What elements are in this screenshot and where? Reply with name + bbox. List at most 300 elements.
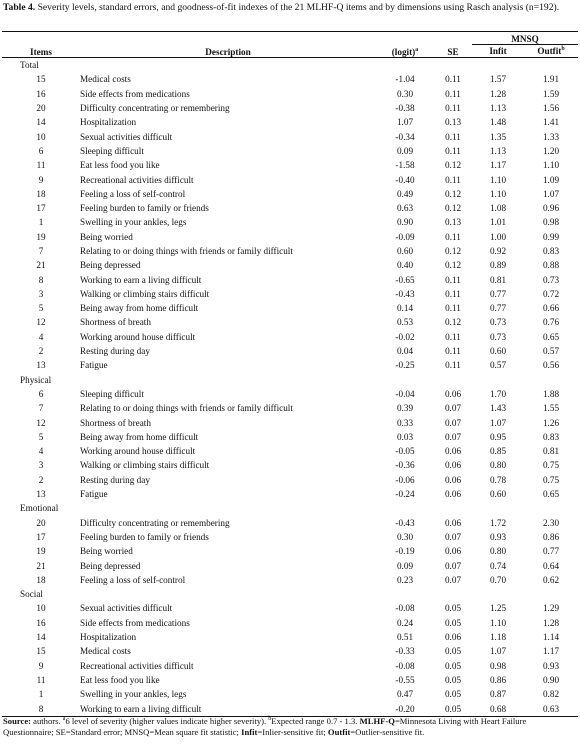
table-row <box>2 658 578 672</box>
mlhf-label: MLHF-Q <box>359 716 395 726</box>
infit-value: 1.70 <box>489 388 507 399</box>
item-description: Being worried <box>80 546 133 557</box>
se-value: 0.11 <box>445 88 461 99</box>
logit-value: 0.14 <box>396 303 414 314</box>
outfit-label: Outfit <box>327 727 351 737</box>
se-value: 0.07 <box>444 431 462 442</box>
outfit-value: 0.96 <box>542 203 560 214</box>
table-row <box>2 644 578 658</box>
logit-value: 0.60 <box>396 246 414 256</box>
table-row <box>2 673 578 687</box>
outfit-value: 0.98 <box>542 217 560 228</box>
outfit-value: 0.65 <box>542 489 560 500</box>
infit-value: 0.89 <box>489 260 507 271</box>
infit-value: 1.17 <box>489 160 507 171</box>
outfit-value: 1.14 <box>542 632 560 643</box>
infit-value: 0.77 <box>489 303 507 314</box>
item-description: Side effects from medications <box>80 88 190 99</box>
table-row <box>2 230 578 244</box>
item-number: 7 <box>38 246 44 256</box>
infit-value: 1.48 <box>489 117 507 128</box>
outfit-value: 1.17 <box>542 646 560 657</box>
item-number: 16 <box>36 88 46 99</box>
item-description: Being away from home difficult <box>80 303 199 314</box>
item-description: Feeling a loss of self-control <box>80 188 186 199</box>
item-description: Being depressed <box>80 560 141 571</box>
item-description: Medical costs <box>80 646 131 657</box>
table-caption <box>3 2 577 13</box>
logit-value: -0.05 <box>395 446 415 457</box>
item-description: Recreational activities difficult <box>80 174 194 185</box>
se-value: 0.11 <box>445 303 461 314</box>
table-row <box>2 315 578 329</box>
outfit-value: 0.64 <box>542 560 560 571</box>
header-infit: Infit <box>472 45 524 58</box>
infit-value: 0.87 <box>489 689 507 700</box>
item-description: Sleeping difficult <box>80 145 144 156</box>
caption-text: Severity levels, standard errors, and goodness-of-fit indexes of the 21 MLHF-Q items and by dimensions using Rasch analysis (n=192). <box>37 2 560 13</box>
logit-value: 0.09 <box>396 560 414 571</box>
outfit-value: 0.73 <box>542 274 560 285</box>
se-value: 0.06 <box>444 446 462 457</box>
logit-value: 0.30 <box>396 88 414 99</box>
outfit-value: 0.83 <box>542 431 560 442</box>
item-number: 9 <box>38 660 44 671</box>
outfit-value: 0.86 <box>542 531 560 542</box>
item-description: Medical costs <box>80 74 131 85</box>
header-mnsq: MNSQ <box>511 34 539 44</box>
table-body <box>2 58 578 716</box>
item-number: 14 <box>36 632 46 643</box>
se-value: 0.12 <box>444 188 462 199</box>
logit-value: 1.07 <box>396 117 414 128</box>
infit-value: 1.13 <box>489 103 507 114</box>
item-number: 6 <box>38 145 44 156</box>
table-row <box>2 701 578 716</box>
infit-label: Infit <box>241 727 258 737</box>
table-row <box>2 129 578 143</box>
table-row <box>2 158 578 172</box>
logit-value: -0.24 <box>395 489 415 500</box>
logit-value: -0.09 <box>395 231 415 242</box>
se-value: 0.12 <box>444 317 462 328</box>
infit-value: 1.07 <box>489 646 507 657</box>
infit-value: 0.80 <box>489 546 507 557</box>
outfit-value: 0.81 <box>542 446 560 457</box>
se-value: 0.11 <box>445 131 461 142</box>
table-row <box>2 244 578 258</box>
item-number: 1 <box>38 217 44 228</box>
item-number: 11 <box>36 160 46 171</box>
outfit-value: 0.77 <box>542 546 560 557</box>
item-description: Feeling a loss of self-control <box>80 574 186 585</box>
outfit-value: 0.83 <box>542 246 560 256</box>
item-number: 4 <box>38 446 44 457</box>
outfit-value: 0.88 <box>542 260 560 271</box>
table-row <box>2 573 578 587</box>
item-number: 18 <box>36 574 46 585</box>
item-number: 10 <box>36 131 46 142</box>
note-b: Expected range 0.7 - 1.3. <box>271 716 358 726</box>
infit-value: 1.00 <box>489 231 507 242</box>
table-row <box>2 358 578 372</box>
outfit-value: 0.65 <box>542 331 560 342</box>
logit-value: -0.19 <box>395 546 415 557</box>
table-row <box>2 616 578 630</box>
table-row <box>2 473 578 487</box>
item-number: 18 <box>36 188 46 199</box>
logit-value: 0.49 <box>396 188 414 199</box>
se-value: 0.05 <box>444 603 462 614</box>
infit-value: 1.43 <box>489 403 507 414</box>
se-value: 0.05 <box>444 646 462 657</box>
item-number: 13 <box>36 360 46 371</box>
infit-value: 0.60 <box>489 489 507 500</box>
se-value: 0.05 <box>444 617 462 628</box>
se-value: 0.11 <box>445 360 461 371</box>
outfit-value: 1.88 <box>542 388 560 399</box>
item-description: Recreational activities difficult <box>80 660 194 671</box>
item-number: 4 <box>38 331 44 342</box>
logit-value: -0.40 <box>395 174 415 185</box>
outfit-value: 1.59 <box>542 88 560 99</box>
note-a-mark: a <box>62 716 66 722</box>
logit-value: -0.55 <box>395 674 415 685</box>
infit-value: 0.60 <box>489 346 507 357</box>
outfit-value: 1.33 <box>542 131 560 142</box>
table-row <box>2 201 578 215</box>
outfit-value: 2.30 <box>542 517 560 528</box>
infit-value: 1.10 <box>489 174 507 185</box>
item-number: 14 <box>36 117 46 128</box>
outfit-value: 0.72 <box>542 288 560 299</box>
table-row <box>2 401 578 415</box>
table-row <box>2 101 578 115</box>
se-value: 0.11 <box>445 346 461 357</box>
se-value: 0.13 <box>444 217 462 228</box>
item-number: 21 <box>36 260 46 271</box>
logit-value: 0.03 <box>396 431 414 442</box>
logit-value: -0.43 <box>395 517 415 528</box>
source-text: authors. <box>31 716 61 726</box>
logit-value: 0.09 <box>396 145 414 156</box>
se-value: 0.11 <box>445 74 461 85</box>
item-description: Feeling burden to family or friends <box>80 531 209 542</box>
se-value: 0.11 <box>445 288 461 299</box>
infit-value: 0.73 <box>489 317 507 328</box>
group-row <box>2 587 578 601</box>
outfit-value: 0.62 <box>542 574 560 585</box>
group-row <box>2 501 578 515</box>
table-row <box>2 144 578 158</box>
item-number: 17 <box>36 203 46 214</box>
se-value: 0.07 <box>444 417 462 428</box>
se-value: 0.06 <box>444 632 462 643</box>
se-value: 0.05 <box>444 703 462 714</box>
logit-value: -0.04 <box>395 388 415 399</box>
group-label: Physical <box>20 374 52 385</box>
infit-value: 1.07 <box>489 417 507 428</box>
outfit-value: 1.91 <box>542 74 560 85</box>
outfit-value: 1.56 <box>542 103 560 114</box>
item-number: 1 <box>38 689 44 700</box>
outfit-value: 0.66 <box>542 303 560 314</box>
group-row <box>2 373 578 387</box>
infit-value: 0.74 <box>489 560 507 571</box>
table-label: Table 4. <box>3 2 36 13</box>
infit-value: 0.78 <box>489 474 507 485</box>
item-number: 21 <box>36 560 46 571</box>
table-row <box>2 301 578 315</box>
logit-value: 0.30 <box>396 531 414 542</box>
item-description: Fatigue <box>80 360 108 371</box>
table-row <box>2 344 578 358</box>
item-description: Relating to or doing things with friends or family difficult <box>80 246 293 256</box>
item-number: 11 <box>36 674 46 685</box>
item-description: Being worried <box>80 231 133 242</box>
infit-value: 0.92 <box>489 246 507 256</box>
item-description: Sexual activities difficult <box>80 131 173 142</box>
item-description: Working to earn a living difficult <box>80 274 202 285</box>
infit-value: 0.68 <box>489 703 507 714</box>
mlhf-text: =Minnesota Living with Heart Failure Questionnaire; SE=Standard error; MNSQ=Mean square fit statistic; <box>3 716 527 737</box>
table-row <box>2 330 578 344</box>
outfit-value: 1.29 <box>542 603 560 614</box>
infit-value: 1.10 <box>489 617 507 628</box>
item-number: 8 <box>38 703 44 714</box>
logit-value: -0.38 <box>395 103 415 114</box>
table-row <box>2 187 578 201</box>
item-description: Being away from home difficult <box>80 431 199 442</box>
infit-value: 0.80 <box>489 460 507 471</box>
note-b-mark: b <box>268 716 272 722</box>
infit-value: 1.35 <box>489 131 507 142</box>
item-description: Hospitalization <box>80 117 137 128</box>
outfit-value: 1.41 <box>542 117 560 128</box>
group-label: Emotional <box>20 503 59 514</box>
infit-value: 1.10 <box>489 188 507 199</box>
table-row <box>2 444 578 458</box>
table-row <box>2 115 578 129</box>
logit-value: -0.08 <box>395 603 415 614</box>
se-value: 0.11 <box>445 103 461 114</box>
item-description: Being depressed <box>80 260 141 271</box>
item-description: Fatigue <box>80 489 108 500</box>
table-footnote <box>3 716 577 738</box>
se-value: 0.05 <box>444 689 462 700</box>
logit-value: 0.39 <box>396 403 414 414</box>
infit-value: 1.13 <box>489 145 507 156</box>
outfit-value: 0.99 <box>542 231 560 242</box>
infit-value: 0.85 <box>489 446 507 457</box>
table-row <box>2 415 578 429</box>
logit-value: -0.08 <box>395 660 415 671</box>
logit-value: 0.53 <box>396 317 414 328</box>
item-number: 17 <box>36 531 46 542</box>
note-a: 6 level of severity (higher values indicate higher severity). <box>65 716 267 726</box>
item-description: Hospitalization <box>80 632 137 643</box>
item-number: 3 <box>38 460 44 471</box>
outfit-value: 0.90 <box>542 674 560 685</box>
item-description: Sexual activities difficult <box>80 603 173 614</box>
table-row <box>2 272 578 286</box>
item-number: 19 <box>36 546 46 557</box>
table-row <box>2 530 578 544</box>
logit-value: -0.20 <box>395 703 415 714</box>
se-value: 0.07 <box>444 403 462 414</box>
table-row <box>2 487 578 501</box>
table-row <box>2 72 578 86</box>
item-description: Resting during day <box>80 474 150 485</box>
table-row <box>2 601 578 615</box>
logit-value: -1.58 <box>395 160 415 171</box>
infit-value: 1.18 <box>489 632 507 643</box>
outfit-value: 1.28 <box>542 617 560 628</box>
item-description: Walking or climbing stairs difficult <box>80 288 210 299</box>
outfit-value: 0.75 <box>542 460 560 471</box>
table-row <box>2 172 578 186</box>
logit-value: 0.23 <box>396 574 414 585</box>
item-description: Side effects from medications <box>80 617 190 628</box>
source-label: Source: <box>3 716 32 726</box>
rasch-table <box>2 31 578 717</box>
item-number: 10 <box>36 603 46 614</box>
se-value: 0.06 <box>444 460 462 471</box>
se-value: 0.11 <box>445 145 461 156</box>
item-number: 3 <box>38 288 44 299</box>
group-row <box>2 58 578 72</box>
item-description: Sleeping difficult <box>80 388 144 399</box>
item-number: 12 <box>36 417 46 428</box>
item-description: Difficulty concentrating or remembering <box>80 517 230 528</box>
se-value: 0.11 <box>445 174 461 185</box>
table-row <box>2 430 578 444</box>
outfit-value: 1.09 <box>542 174 560 185</box>
logit-value: -1.04 <box>395 74 415 85</box>
se-value: 0.06 <box>444 489 462 500</box>
infit-value: 1.72 <box>489 517 507 528</box>
se-value: 0.06 <box>444 546 462 557</box>
se-value: 0.11 <box>445 274 461 285</box>
item-number: 8 <box>38 274 44 285</box>
infit-value: 0.86 <box>489 674 507 685</box>
logit-value: 0.47 <box>396 689 414 700</box>
se-value: 0.13 <box>444 117 462 128</box>
item-description: Resting during day <box>80 346 150 357</box>
table-row <box>2 87 578 101</box>
outfit-value: 1.26 <box>542 417 560 428</box>
outfit-value: 1.07 <box>542 188 560 199</box>
se-value: 0.07 <box>444 531 462 542</box>
se-value: 0.11 <box>445 331 461 342</box>
item-number: 7 <box>38 403 44 414</box>
item-description: Difficulty concentrating or remembering <box>80 103 230 114</box>
item-description: Eat less food you like <box>80 160 160 171</box>
logit-value: 0.40 <box>396 260 414 271</box>
outfit-value: 1.10 <box>542 160 560 171</box>
group-label: Total <box>20 60 39 71</box>
infit-value: 0.98 <box>489 660 507 671</box>
infit-value: 0.95 <box>489 431 507 442</box>
outfit-value: 0.63 <box>542 703 560 714</box>
logit-value: -0.65 <box>395 274 415 285</box>
se-value: 0.07 <box>444 574 462 585</box>
group-label: Social <box>20 589 43 600</box>
se-value: 0.06 <box>444 388 462 399</box>
item-number: 20 <box>36 517 46 528</box>
infit-value: 0.70 <box>489 574 507 585</box>
item-number: 20 <box>36 103 46 114</box>
item-number: 2 <box>38 346 44 357</box>
item-description: Swelling in your ankles, legs <box>80 217 187 228</box>
infit-value: 0.77 <box>489 288 507 299</box>
se-value: 0.11 <box>445 231 461 242</box>
item-number: 15 <box>36 646 46 657</box>
infit-text: =Inlier-sensitive fit; <box>257 727 326 737</box>
item-description: Feeling burden to family or friends <box>80 203 209 214</box>
header-description: Description <box>205 47 251 57</box>
outfit-value: 0.56 <box>542 360 560 371</box>
se-value: 0.06 <box>444 517 462 528</box>
infit-value: 1.25 <box>489 603 507 614</box>
item-number: 6 <box>38 388 44 399</box>
item-description: Shortness of breath <box>80 317 151 328</box>
logit-value: 0.04 <box>396 346 414 357</box>
header-logit: (logit)$^a$ <box>391 47 419 57</box>
se-value: 0.07 <box>444 560 462 571</box>
table-row <box>2 287 578 301</box>
logit-value: -0.02 <box>395 331 415 342</box>
table-row <box>2 387 578 401</box>
outfit-value: 0.76 <box>542 317 560 328</box>
logit-value: -0.06 <box>395 474 415 485</box>
header-se: SE <box>447 47 459 57</box>
logit-value: 0.33 <box>396 417 414 428</box>
item-number: 19 <box>36 231 46 242</box>
table-row <box>2 558 578 572</box>
table-row <box>2 544 578 558</box>
se-value: 0.12 <box>444 246 462 256</box>
item-number: 12 <box>36 317 46 328</box>
logit-value: -0.43 <box>395 288 415 299</box>
item-description: Relating to or doing things with friends or family difficult <box>80 403 293 414</box>
se-value: 0.12 <box>444 260 462 271</box>
outfit-value: 0.57 <box>542 346 560 357</box>
infit-value: 1.01 <box>489 217 507 228</box>
header-outfit: Outfit$^b$ <box>524 45 578 58</box>
se-value: 0.05 <box>444 674 462 685</box>
se-value: 0.06 <box>444 474 462 485</box>
se-value: 0.12 <box>444 160 462 171</box>
infit-value: 1.08 <box>489 203 507 214</box>
item-description: Working around house difficult <box>80 446 196 457</box>
header-items: Items <box>30 47 52 57</box>
outfit-value: 0.75 <box>542 474 560 485</box>
outfit-value: 0.93 <box>542 660 560 671</box>
infit-value: 0.93 <box>489 531 507 542</box>
item-number: 5 <box>38 431 44 442</box>
logit-value: -0.36 <box>395 460 415 471</box>
se-value: 0.05 <box>444 660 462 671</box>
logit-value: 0.90 <box>396 217 414 228</box>
outfit-value: 1.20 <box>542 145 560 156</box>
se-value: 0.12 <box>444 203 462 214</box>
table-row <box>2 215 578 229</box>
logit-value: -0.34 <box>395 131 415 142</box>
table-row <box>2 630 578 644</box>
item-number: 5 <box>38 303 44 314</box>
infit-value: 1.57 <box>489 74 507 85</box>
